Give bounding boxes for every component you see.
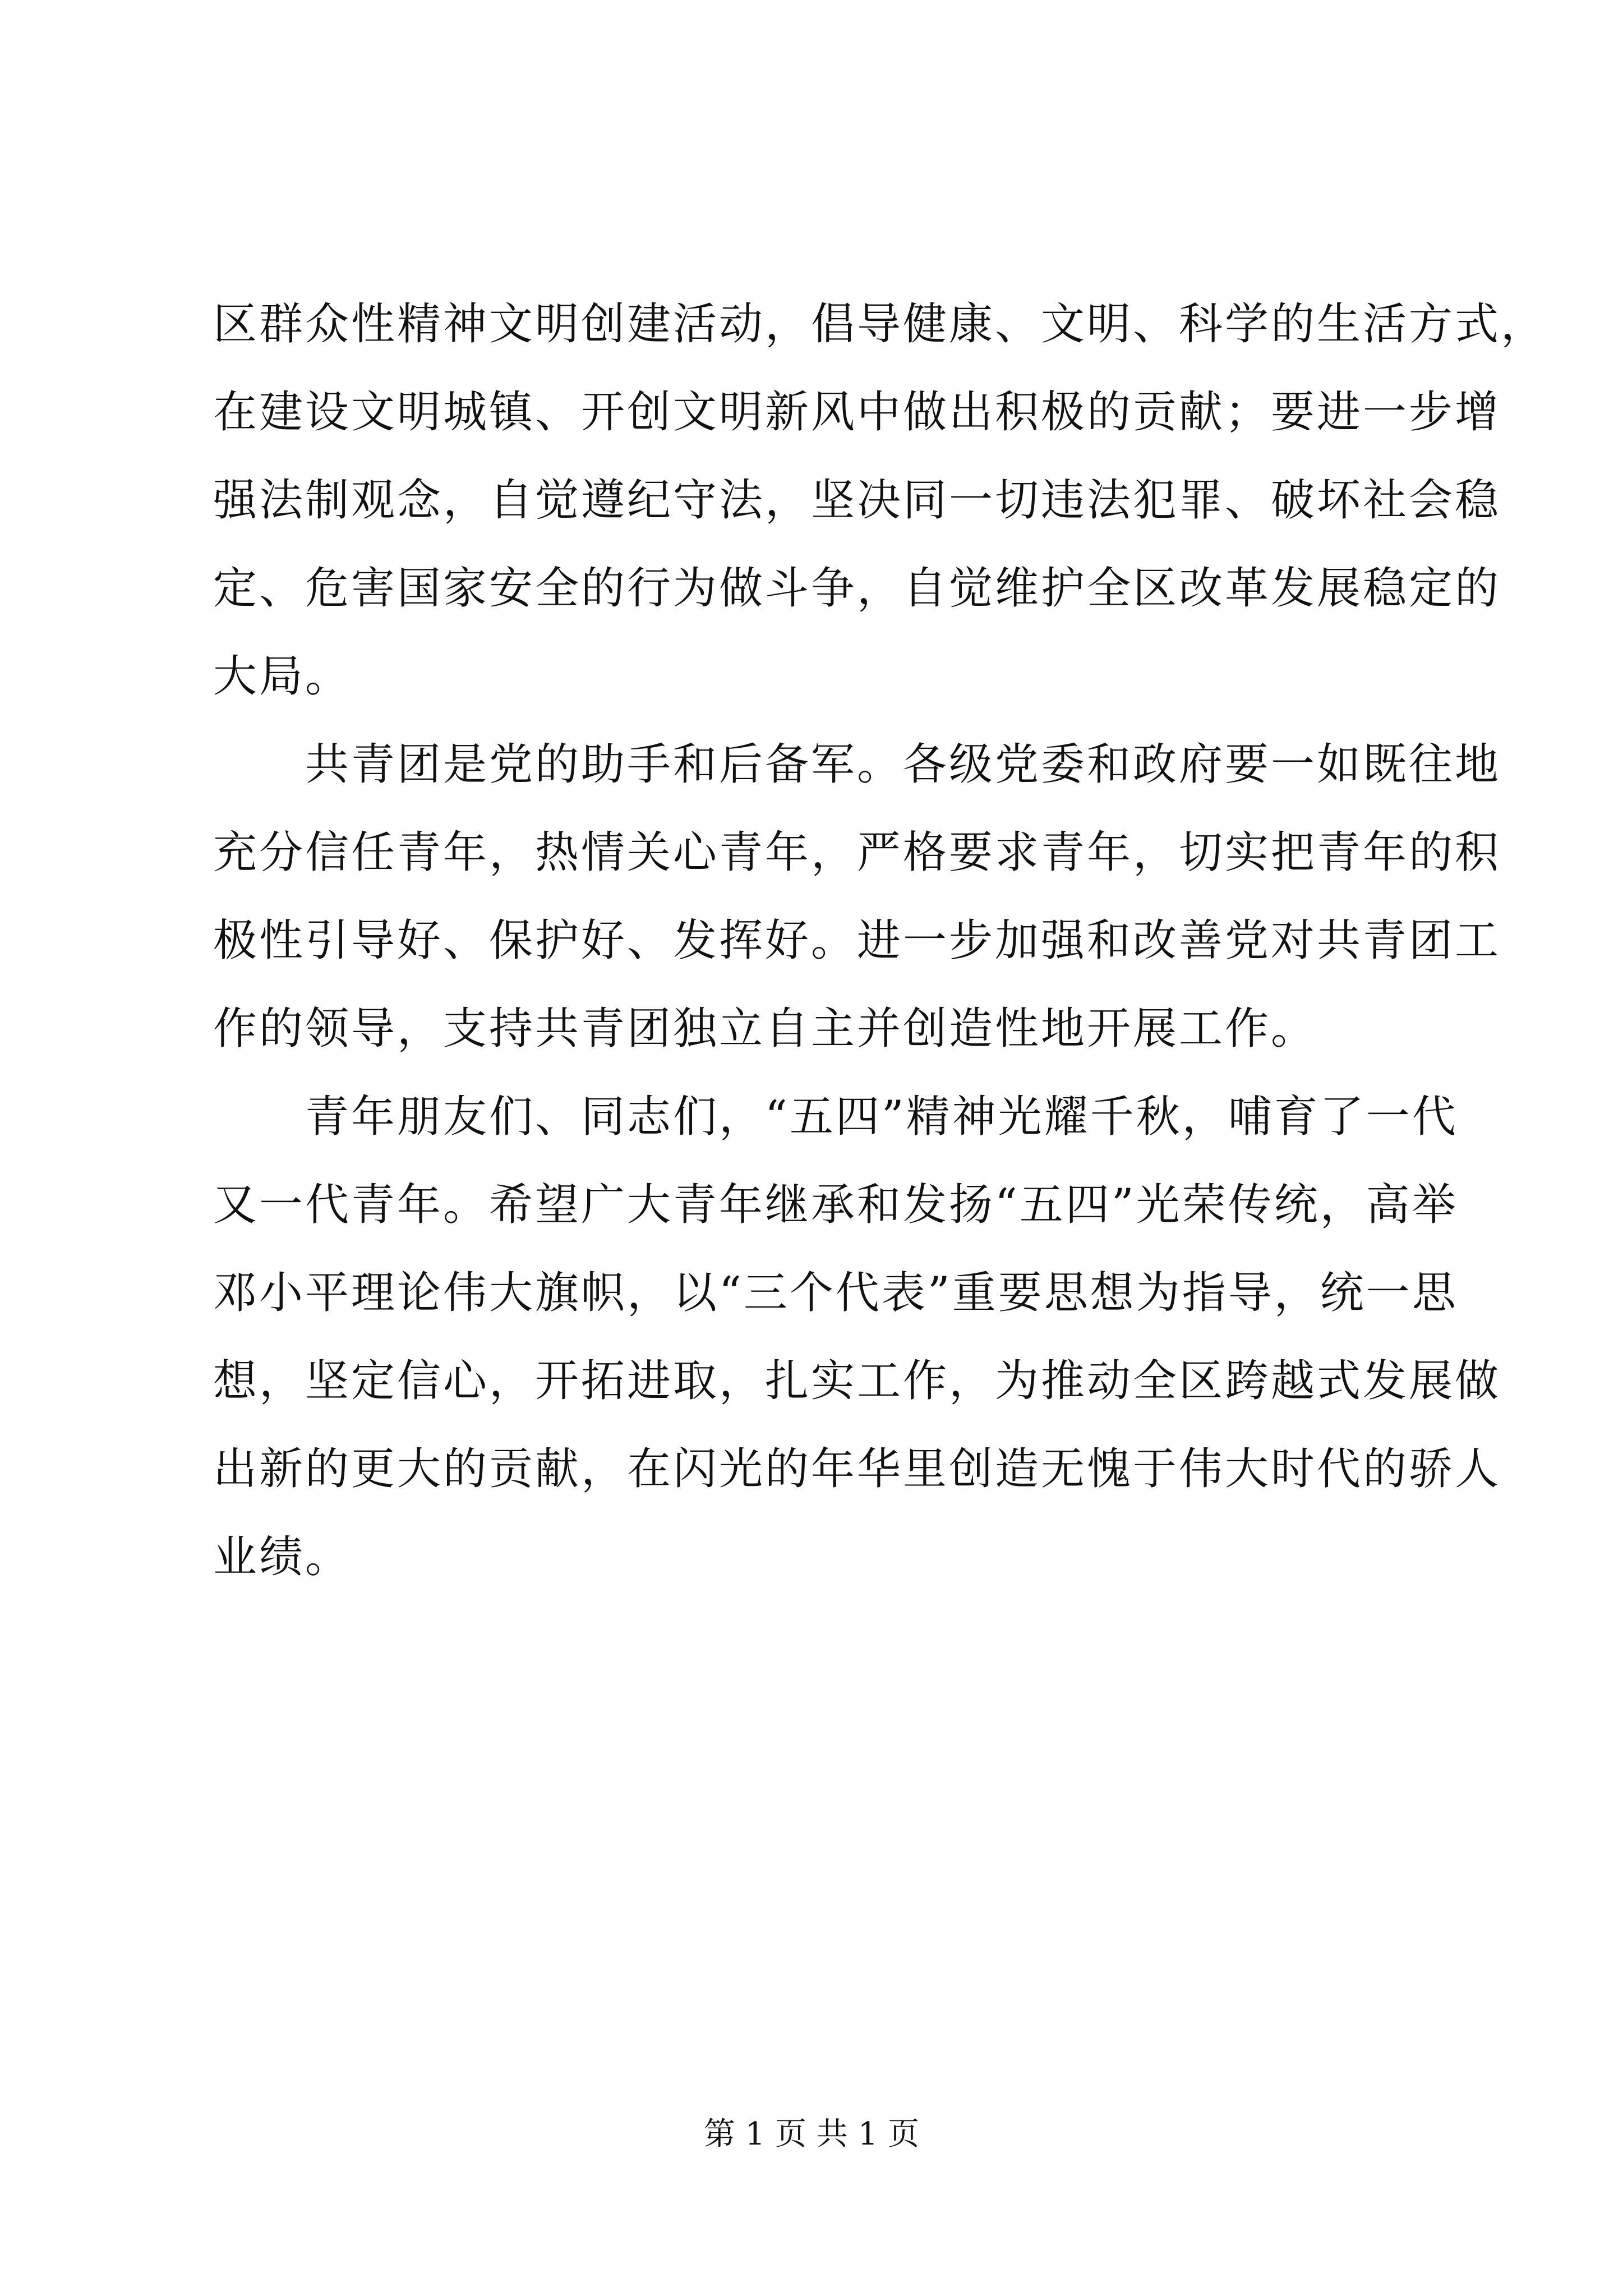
text-line: 又一代青年。希望广大青年继承和发扬“五四”光荣传统，高举 [213, 1180, 1458, 1230]
text-line: 作的领导，支持共青团独立自主并创造性地开展工作。 [213, 1004, 1317, 1054]
text-line: 强法制观念，自觉遵纪守法，坚决同一切违法犯罪、破坏社会稳 [213, 475, 1501, 526]
page-footer: 第 1 页 共 1 页 [703, 2116, 920, 2152]
text-line: 出新的更大的贡献，在闪光的年华里创造无愧于伟大时代的骄人 [213, 1444, 1501, 1494]
text-line: 在建设文明城镇、开创文明新风中做出积极的贡献；要进一步增 [213, 387, 1501, 438]
text-line: 大局。 [213, 651, 352, 702]
text-line: 青年朋友们、同志们，“五四”精神光耀千秋，哺育了一代 [213, 1092, 1458, 1142]
text-line: 充分信任青年，热情关心青年，严格要求青年，切实把青年的积 [213, 827, 1501, 878]
text-line: 想，坚定信心，开拓进取，扎实工作，为推动全区跨越式发展做 [213, 1356, 1501, 1406]
text-line: 区群众性精神文明创建活动，倡导健康、文明、科学的生活方式， [213, 299, 1547, 349]
text-line: 共青团是党的助手和后备军。各级党委和政府要一如既往地 [213, 739, 1501, 790]
text-line: 邓小平理论伟大旗帜，以“三个代表”重要思想为指导，统一思 [213, 1268, 1458, 1318]
text-line: 极性引导好、保护好、发挥好。进一步加强和改善党对共青团工 [213, 915, 1501, 966]
document-body [213, 280, 1547, 1602]
text-line: 定、危害国家安全的行为做斗争，自觉维护全区改革发展稳定的 [213, 563, 1501, 614]
text-line: 业绩。 [213, 1532, 352, 1582]
